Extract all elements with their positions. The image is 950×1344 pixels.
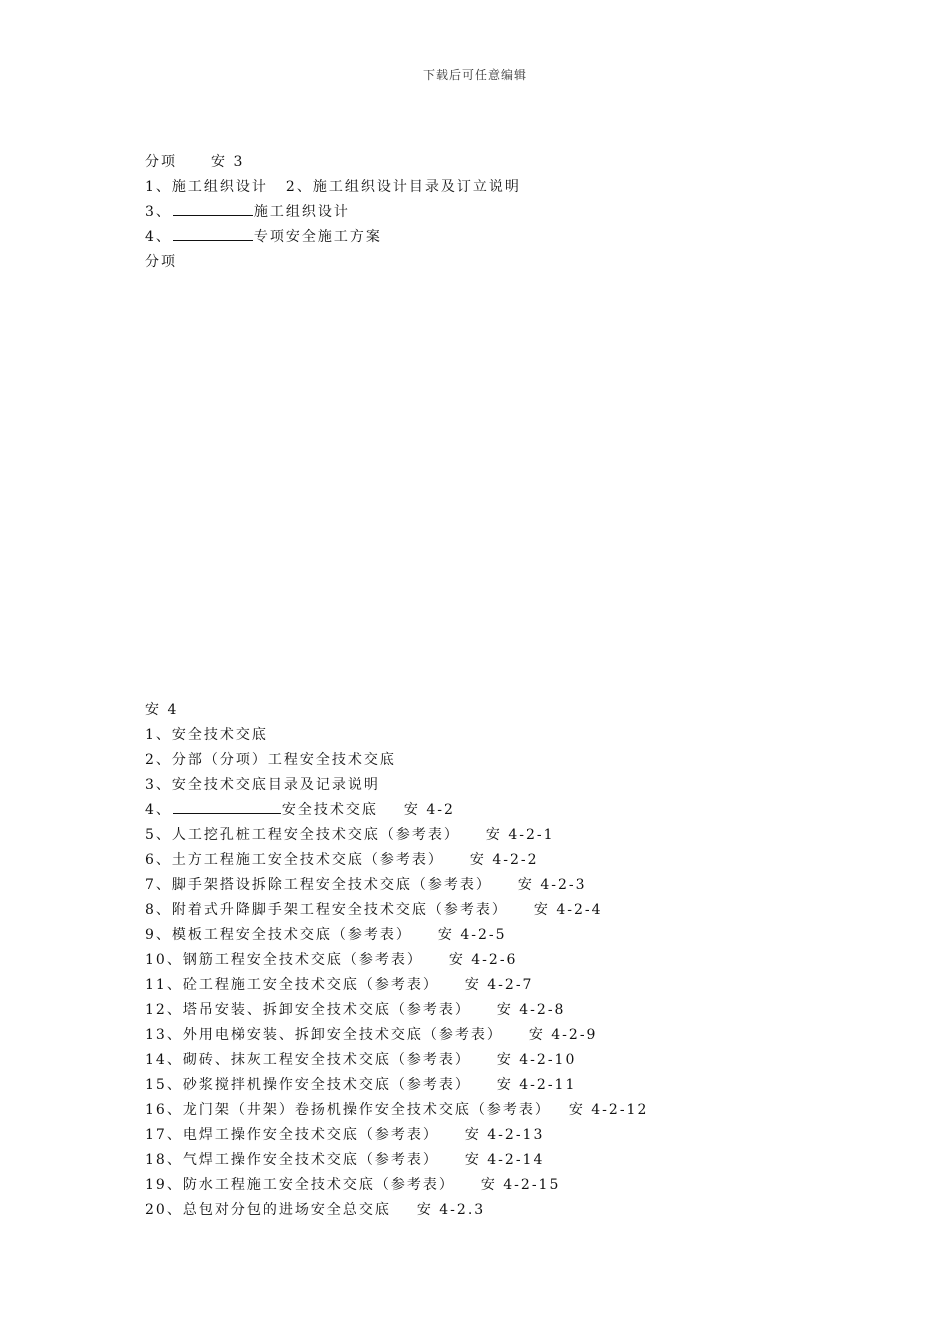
list-item-code: 安 4-2-3 — [517, 877, 587, 893]
list-item — [145, 200, 845, 225]
list-item-text: 14、砌砖、抹灰工程安全技术交底（参考表） — [145, 1052, 471, 1068]
list-item-text: 7、脚手架搭设拆除工程安全技术交底（参考表） — [145, 877, 492, 893]
list-item-text: 9、模板工程安全技术交底（参考表） — [145, 927, 412, 943]
list-item-code: 安 4-2-5 — [437, 927, 507, 943]
list-item — [145, 1023, 845, 1048]
list-item-text: 16、龙门架（井架）卷扬机操作安全技术交底（参考表） — [145, 1102, 551, 1118]
fill-in-blank — [173, 201, 253, 216]
list-item — [145, 1098, 845, 1123]
list-item — [145, 1048, 845, 1073]
list-item — [145, 973, 845, 998]
list-item-code: 安 4-2-15 — [480, 1177, 561, 1193]
section-code: 安 3 — [211, 154, 245, 170]
section-footer: 分项 — [145, 254, 177, 270]
list-item-code: 安 4-2-7 — [464, 977, 534, 993]
list-item-text: 6、土方工程施工安全技术交底（参考表） — [145, 852, 444, 868]
fill-in-blank — [173, 799, 281, 814]
list-item — [145, 1123, 845, 1148]
list-item-code: 安 4-2-1 — [485, 827, 555, 843]
list-item — [145, 848, 845, 873]
list-item — [145, 1073, 845, 1098]
list-item-code: 安 4-2-12 — [568, 1102, 649, 1118]
list-item-text: 2、施工组织设计目录及订立说明 — [285, 179, 521, 195]
list-item-text: 8、附着式升降脚手架工程安全技术交底（参考表） — [145, 902, 508, 918]
list-item-text: 1、施工组织设计 — [145, 179, 268, 195]
section-title: 安 4 — [145, 702, 179, 718]
list-item-text: 11、砼工程施工安全技术交底（参考表） — [145, 977, 439, 993]
fill-in-blank — [173, 226, 253, 241]
list-item — [145, 923, 845, 948]
list-item-number: 4、 — [145, 229, 172, 245]
list-item-text: 专项安全施工方案 — [253, 229, 382, 245]
list-item-code: 安 4-2-11 — [496, 1077, 577, 1093]
list-item — [145, 1198, 845, 1223]
list-item-number: 4、 — [145, 802, 172, 818]
list-item: 2、分部（分项）工程安全技术交底 — [145, 752, 396, 768]
list-item-text: 18、气焊工操作安全技术交底（参考表） — [145, 1152, 439, 1168]
list-item — [145, 225, 845, 250]
list-item-text: 施工组织设计 — [253, 204, 350, 220]
section-title-line — [145, 150, 845, 175]
list-item-code: 安 4-2-10 — [496, 1052, 577, 1068]
section-safety-briefing — [145, 698, 845, 1223]
list-item — [145, 873, 845, 898]
section-title: 分项 — [145, 154, 177, 170]
list-item-text: 13、外用电梯安装、拆卸安全技术交底（参考表） — [145, 1027, 503, 1043]
list-item — [145, 898, 845, 923]
list-item — [145, 1148, 845, 1173]
list-item-text: 19、防水工程施工安全技术交底（参考表） — [145, 1177, 455, 1193]
list-item-code: 安 4-2.3 — [416, 1202, 486, 1218]
list-item-code: 安 4-2-8 — [496, 1002, 566, 1018]
page-header: 下载后可任意编辑 — [422, 68, 527, 82]
list-item-code: 安 4-2-6 — [448, 952, 518, 968]
list-item-text: 17、电焊工操作安全技术交底（参考表） — [145, 1127, 439, 1143]
list-item — [145, 798, 845, 823]
list-item — [145, 998, 845, 1023]
list-item-code: 安 4-2-13 — [464, 1127, 545, 1143]
list-item: 3、安全技术交底目录及记录说明 — [145, 777, 380, 793]
list-item — [145, 175, 845, 200]
list-item: 1、安全技术交底 — [145, 727, 268, 743]
list-item-text: 15、砂浆搅拌机操作安全技术交底（参考表） — [145, 1077, 471, 1093]
section-construction-design — [145, 150, 845, 275]
list-item-number: 3、 — [145, 204, 172, 220]
list-item-text: 10、钢筋工程安全技术交底（参考表） — [145, 952, 423, 968]
list-item-code: 安 4-2 — [403, 802, 455, 818]
list-item-code: 安 4-2-2 — [469, 852, 539, 868]
list-item-text: 安全技术交底 — [281, 802, 378, 818]
list-item-code: 安 4-2-9 — [528, 1027, 598, 1043]
list-item-text: 12、塔吊安装、拆卸安全技术交底（参考表） — [145, 1002, 471, 1018]
list-item — [145, 823, 845, 848]
list-item-text: 5、人工挖孔桩工程安全技术交底（参考表） — [145, 827, 460, 843]
list-item-code: 安 4-2-4 — [533, 902, 603, 918]
list-item — [145, 1173, 845, 1198]
list-item — [145, 948, 845, 973]
list-item-text: 20、总包对分包的进场安全总交底 — [145, 1202, 391, 1218]
list-item-code: 安 4-2-14 — [464, 1152, 545, 1168]
